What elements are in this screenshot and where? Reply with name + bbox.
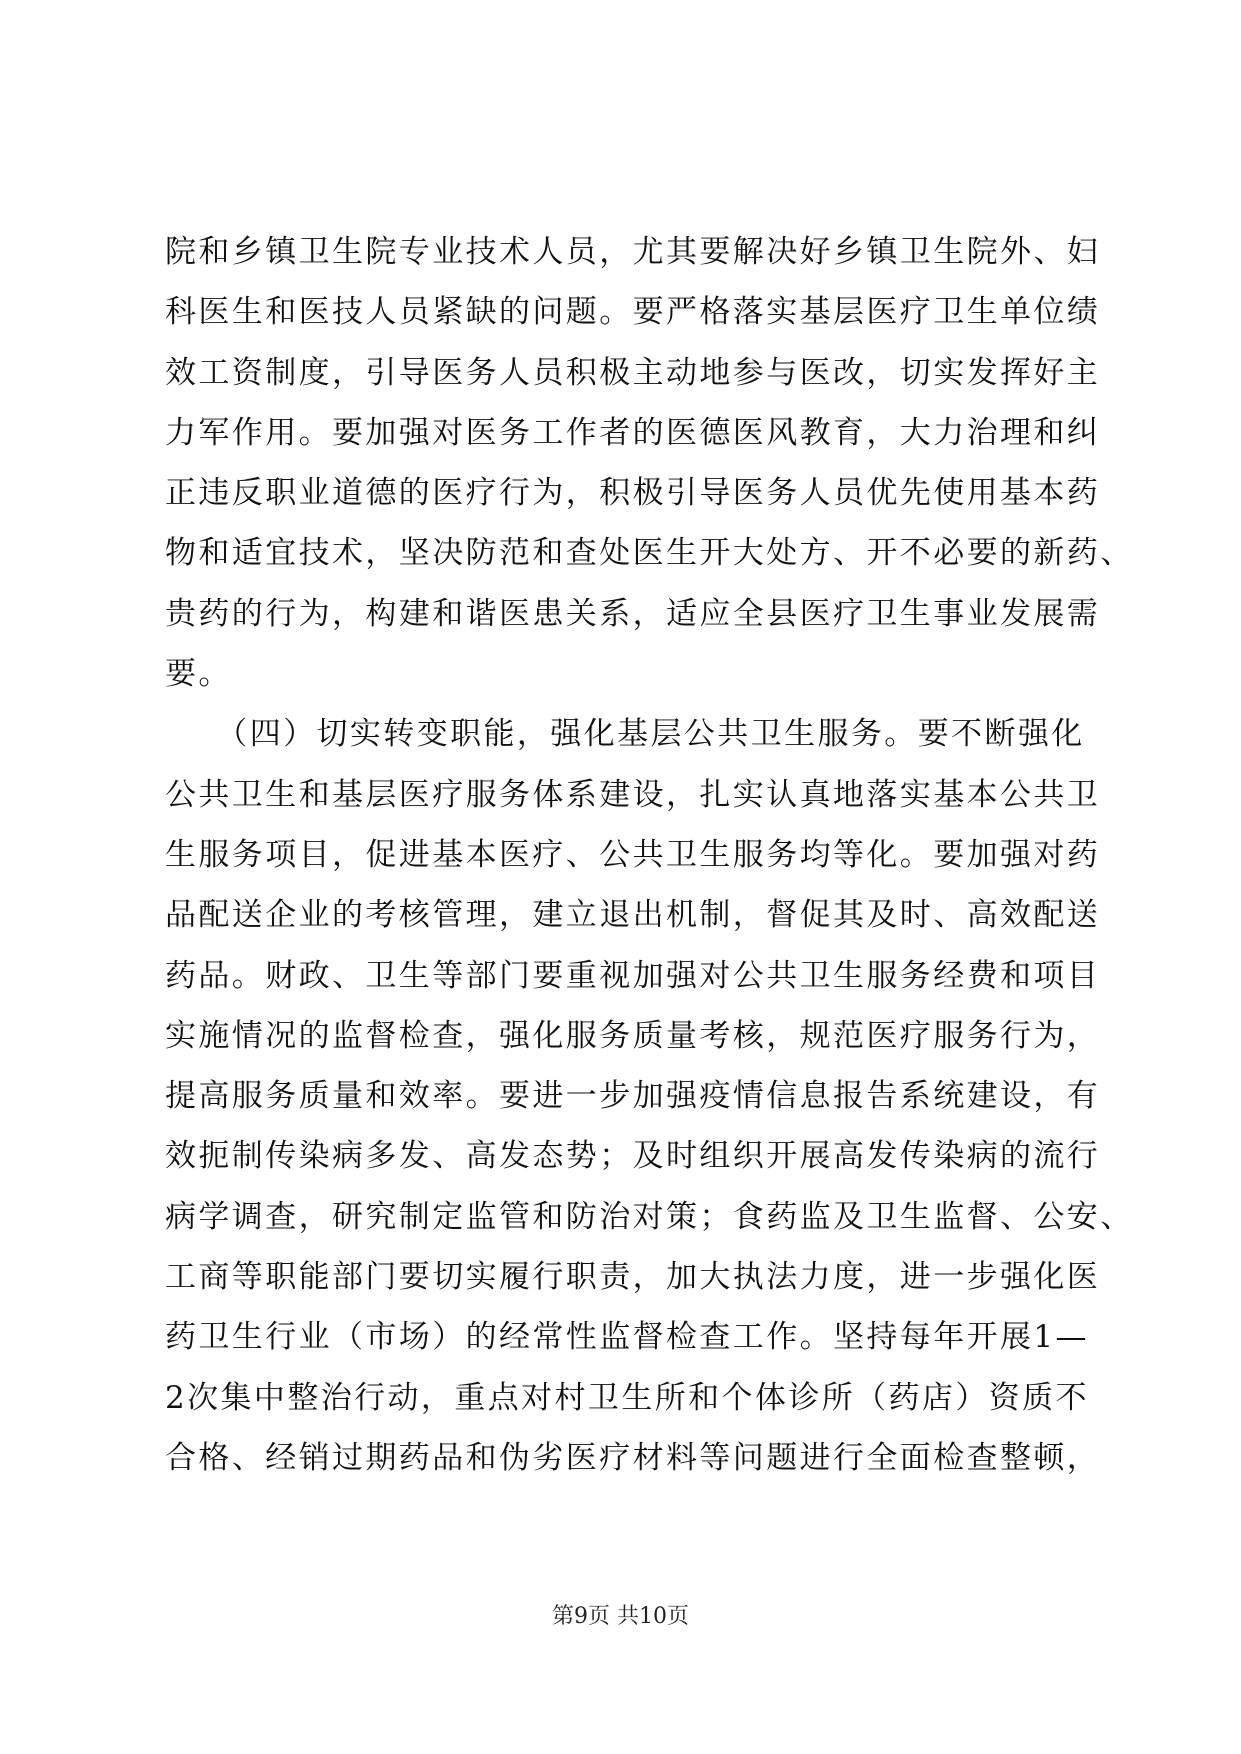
text-line: 合格、经销过期药品和伪劣医疗材料等问题进行全面检查整顿， (165, 1439, 1101, 1476)
text-line: 院和乡镇卫生院专业技术人员，尤其要解决好乡镇卫生院外、妇 (165, 234, 1101, 270)
text-line: 效工资制度，引导医务人员积极主动地参与医改，切实发挥好主 (165, 354, 1101, 391)
body-text (165, 222, 1134, 1488)
text-line: 效扼制传染病多发、高发态势；及时组织开展高发传染病的流行 (165, 1138, 1101, 1175)
text-line: 工商等职能部门要切实履行职责，加大执法力度，进一步强化医 (165, 1259, 1101, 1296)
text-line: 力军作用。要加强对医务工作者的医德医风教育，大力治理和纠 (165, 414, 1101, 451)
text-line: 要。 (165, 656, 232, 693)
page-number-footer: 第9页 共10页 (552, 1604, 689, 1629)
text-line: （四）切实转变职能，强化基层公共卫生服务。要不断强化 (165, 716, 1085, 753)
text-line: 药卫生行业（市场）的经常性监督检查工作。坚持每年开展1— (165, 1319, 1089, 1356)
text-line: 病学调查，研究制定监管和防治对策；食药监及卫生监督、公安、 (165, 1198, 1134, 1235)
text-line: 正违反职业道德的医疗行为，积极引导医务人员优先使用基本药 (165, 475, 1101, 512)
text-line: 贵药的行为，构建和谐医患关系，适应全县医疗卫生事业发展需 (165, 595, 1101, 632)
text-line: 科医生和医技人员紧缺的问题。要严格落实基层医疗卫生单位绩 (165, 294, 1101, 331)
text-line: 2次集中整治行动，重点对村卫生所和个体诊所（药店）资质不 (165, 1379, 1089, 1416)
text-line: 药品。财政、卫生等部门要重视加强对公共卫生服务经费和项目 (165, 957, 1101, 994)
text-line: 品配送企业的考核管理，建立退出机制，督促其及时、高效配送 (165, 897, 1101, 934)
text-line: 提高服务质量和效率。要进一步加强疫情信息报告系统建设，有 (165, 1078, 1101, 1115)
text-line: 生服务项目，促进基本医疗、公共卫生服务均等化。要加强对药 (165, 836, 1101, 873)
text-line: 物和适宜技术，坚决防范和查处医生开大处方、开不必要的新药、 (165, 535, 1134, 572)
text-line: 公共卫生和基层医疗服务体系建设，扎实认真地落实基本公共卫 (165, 776, 1101, 813)
text-line: 实施情况的监督检查，强化服务质量考核，规范医疗服务行为， (165, 1017, 1101, 1054)
